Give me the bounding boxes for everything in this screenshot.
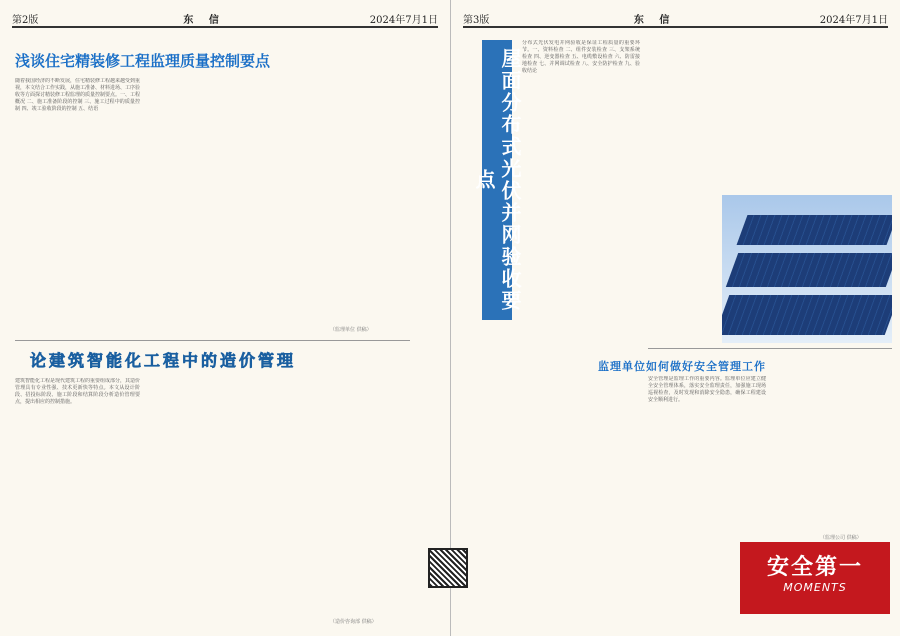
left-page-label: 第2版 [12,15,39,26]
solar-panel-row-3 [722,295,892,335]
article3-col-1 [522,40,640,620]
safety-logo-text: 安全第一 [766,555,863,580]
article4-col-2 [772,376,892,536]
article3-col-3 [772,40,892,190]
article1-title: 浅谈住宅精装修工程监理质量控制要点 [15,52,271,70]
safety-first-logo [740,542,890,614]
article1-col-1 [15,78,140,333]
article4-credit: （监理公司 供稿） [820,535,862,541]
article2-col-2 [145,378,270,623]
solar-panel-row-2 [726,253,892,287]
article2-col-3 [275,378,400,623]
safety-logo-subtext: MOMENTS [783,581,847,594]
article2-body: 建筑智能化工程是现代建筑工程的重要组成部分，其造价管理具有专业性强、技术更新快等特点。本文从设计阶段、招投标阶段、施工阶段和结算阶段分析造价管理要点，提出相应的控制措施。 [15,378,140,405]
article1-col-3 [275,40,400,333]
solar-banner-title: 屋面分布式光伏并网验收要点 [482,40,512,320]
article1-credit: （监理单位 供稿） [330,327,372,333]
section-divider-right [648,348,892,349]
left-page-header [12,8,438,28]
article2-col-1 [15,378,140,623]
article2-title: 论建筑智能化工程中的造价管理 [30,351,297,370]
article4-title: 监理单位如何做好安全管理工作 [598,360,766,373]
left-pub-name: 东 信 [183,15,225,26]
solar-panel-photo [722,195,892,343]
solar-panel-row-1 [737,215,892,245]
right-pub-name: 东 信 [633,15,676,26]
article1-col-2 [145,78,270,333]
left-date: 2024年7月1日 [369,15,438,26]
article1-body: 随着我国经济的不断发展，住宅精装修工程越来越受到重视，本文结合工作实践，从施工准备、材料进场、工序验收等方面探讨精装修工程监理的质量控制要点。一、工程概况 二、施工准备阶段的控制 三、施工过程中的质量控制 四、竣工验收阶段的控制 五、结语 [15,78,140,112]
article4-body: 安全管理是监理工作的重要内容。监理单位应建立健全安全管理体系，落实安全监理责任，加强施工现场巡视检查，及时发现和消除安全隐患，确保工程建设安全顺利进行。 [648,376,766,403]
article2-credit: （造价咨询部 供稿） [330,619,377,625]
section-divider [15,340,410,341]
right-date: 2024年7月1日 [819,15,888,26]
article3-body: 分布式光伏发电并网验收是保证工程质量的重要环节。一、资料检查 二、组件安装检查 三、支架系统检查 四、逆变器检查 五、电缆敷设检查 六、防雷接地检查 七、并网调试检查 八、安全防护检查 九、验收结论 [522,40,640,74]
side-column [406,40,444,545]
right-page-header [463,8,888,28]
right-page-label: 第3版 [463,15,490,26]
